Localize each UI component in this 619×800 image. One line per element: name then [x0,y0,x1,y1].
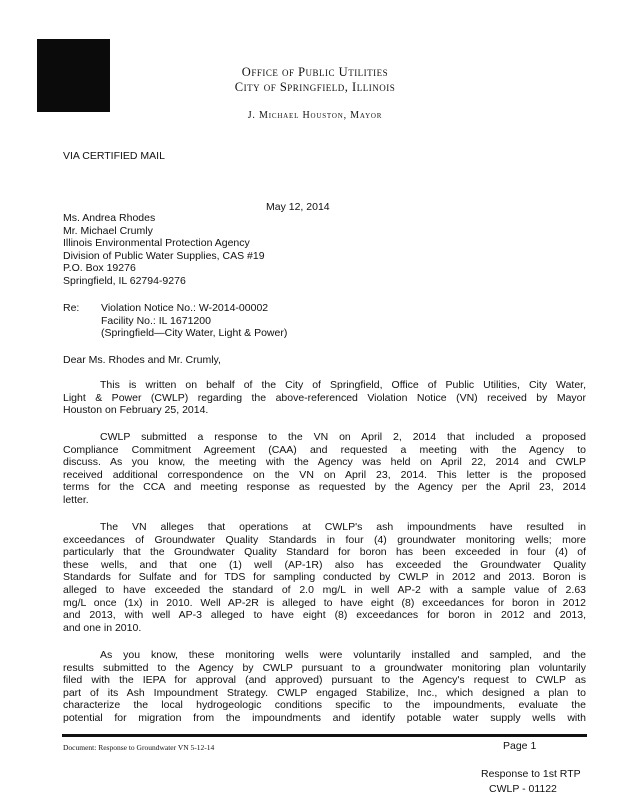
paragraph-line: Light & Power (CWLP) regarding the above-referenced Violation Notice (VN) received by Mayor [63,391,586,404]
paragraph-line: Standards for Sulfate and for TDS for sampling conducted by CWLP in 2012 and 2013. Boron is [63,571,586,584]
re-line: Facility No.: IL 1671200 [101,314,211,327]
letterhead-city: City of Springfield, Illinois [234,80,396,94]
body-paragraph [63,649,586,725]
re-line: (Springfield—City Water, Light & Power) [101,327,288,339]
paragraph-line: characterize the local hydrogeologic conditions specific to the impoundments, evaluate the [63,699,586,712]
paragraph-line: results submitted to the Agency by CWLP pursuant to a groundwater monitoring plan voluntarily [63,661,586,674]
footer-divider [62,734,587,737]
re-line: Violation Notice No.: W-2014-00002 [101,302,269,314]
recipient-address [63,212,265,287]
letter-date: May 12, 2014 [266,201,330,213]
address-line: Mr. Michael Crumly [63,224,153,237]
body-paragraph [63,521,586,634]
response-stamp: Response to 1st RTP [481,768,581,780]
paragraph-line: potential for migration from the impoundments and identify potable water supply wells with [63,711,586,724]
address-line: Illinois Environmental Protection Agency [63,237,250,249]
bates-number: CWLP - 01122 [489,783,557,795]
paragraph-line: and one in 2010. [63,621,142,634]
paragraph-line: discuss. As you know, the meeting with the Agency was held on April 22, 2014 and CWLP [63,456,586,469]
address-line: Springfield, IL 62794-9276 [63,274,186,287]
letterhead-mayor: J. Michael Houston, Mayor [247,110,383,121]
paragraph-line: these wells, and that one (1) well (AP-1R) also has exceeded the Groundwater Quality [63,558,586,571]
salutation: Dear Ms. Rhodes and Mr. Crumly, [63,354,221,366]
paragraph-line: Compliance Commitment Agreement (CAA) and requested a meeting with the Agency to [63,443,586,456]
address-line: Division of Public Water Supplies, CAS #19 [63,249,265,262]
paragraph-line: part of its Ash Impoundment Strategy. CWLP engaged Stabilize, Inc., which designed a plan to [63,686,586,699]
re-label: Re: [63,302,80,314]
paragraph-line: alleged to have exceeded the standard of 2.0 mg/L in well AP-2 with a sample value of 2.63 [63,583,586,596]
city-seal [37,39,110,112]
paragraph-line: Houston on February 25, 2014. [63,404,209,417]
paragraph-line: terms for the CCA and meeting response as requested by the Agency per the April 23, 2014 [63,481,586,494]
paragraph-line: This is written on behalf of the City of Springfield, Office of Public Utilities, City Water, [100,379,586,391]
footer-document-label: Document: Response to Groundwater VN 5-12-14 [63,743,215,752]
paragraph-line: received additional correspondence on the VN on April 23, 2014. This letter is the proposed [63,468,586,481]
paragraph-line: filed with the IEPA for approval (and approved) pursuant to the Agency's request to CWLP as [63,674,586,687]
address-line: Ms. Andrea Rhodes [63,212,156,224]
paragraph-line: exceedances of Groundwater Quality Standards in four (4) groundwater monitoring wells; more [63,533,586,546]
paragraph-line: and 2013, with well AP-3 alleged to have eight (8) exceedances for boron in 2012 and 2013, [63,609,586,622]
body-paragraph [63,379,586,417]
re-block [101,302,287,340]
paragraph-line: As you know, these monitoring wells were voluntarily installed and sampled, and the [100,649,586,661]
paragraph-line: particularly that the Groundwater Quality Standard for boron has been exceeded in four (4) of [63,546,586,559]
delivery-method: VIA CERTIFIED MAIL [63,150,165,162]
address-line: P.O. Box 19276 [63,262,136,274]
paragraph-line: mg/L once (1x) in 2010. Well AP-2R is alleged to have eight (8) exceedances for boron in 2012 [63,596,586,609]
body-paragraph [63,431,586,507]
letterhead-office: Office of Public Utilities [241,65,389,79]
page-number: Page 1 [503,740,537,752]
paragraph-line: CWLP submitted a response to the VN on April 2, 2014 that included a proposed [100,431,586,443]
paragraph-line: The VN alleges that operations at CWLP's ash impoundments have resulted in [100,521,586,533]
paragraph-line: letter. [63,493,89,506]
